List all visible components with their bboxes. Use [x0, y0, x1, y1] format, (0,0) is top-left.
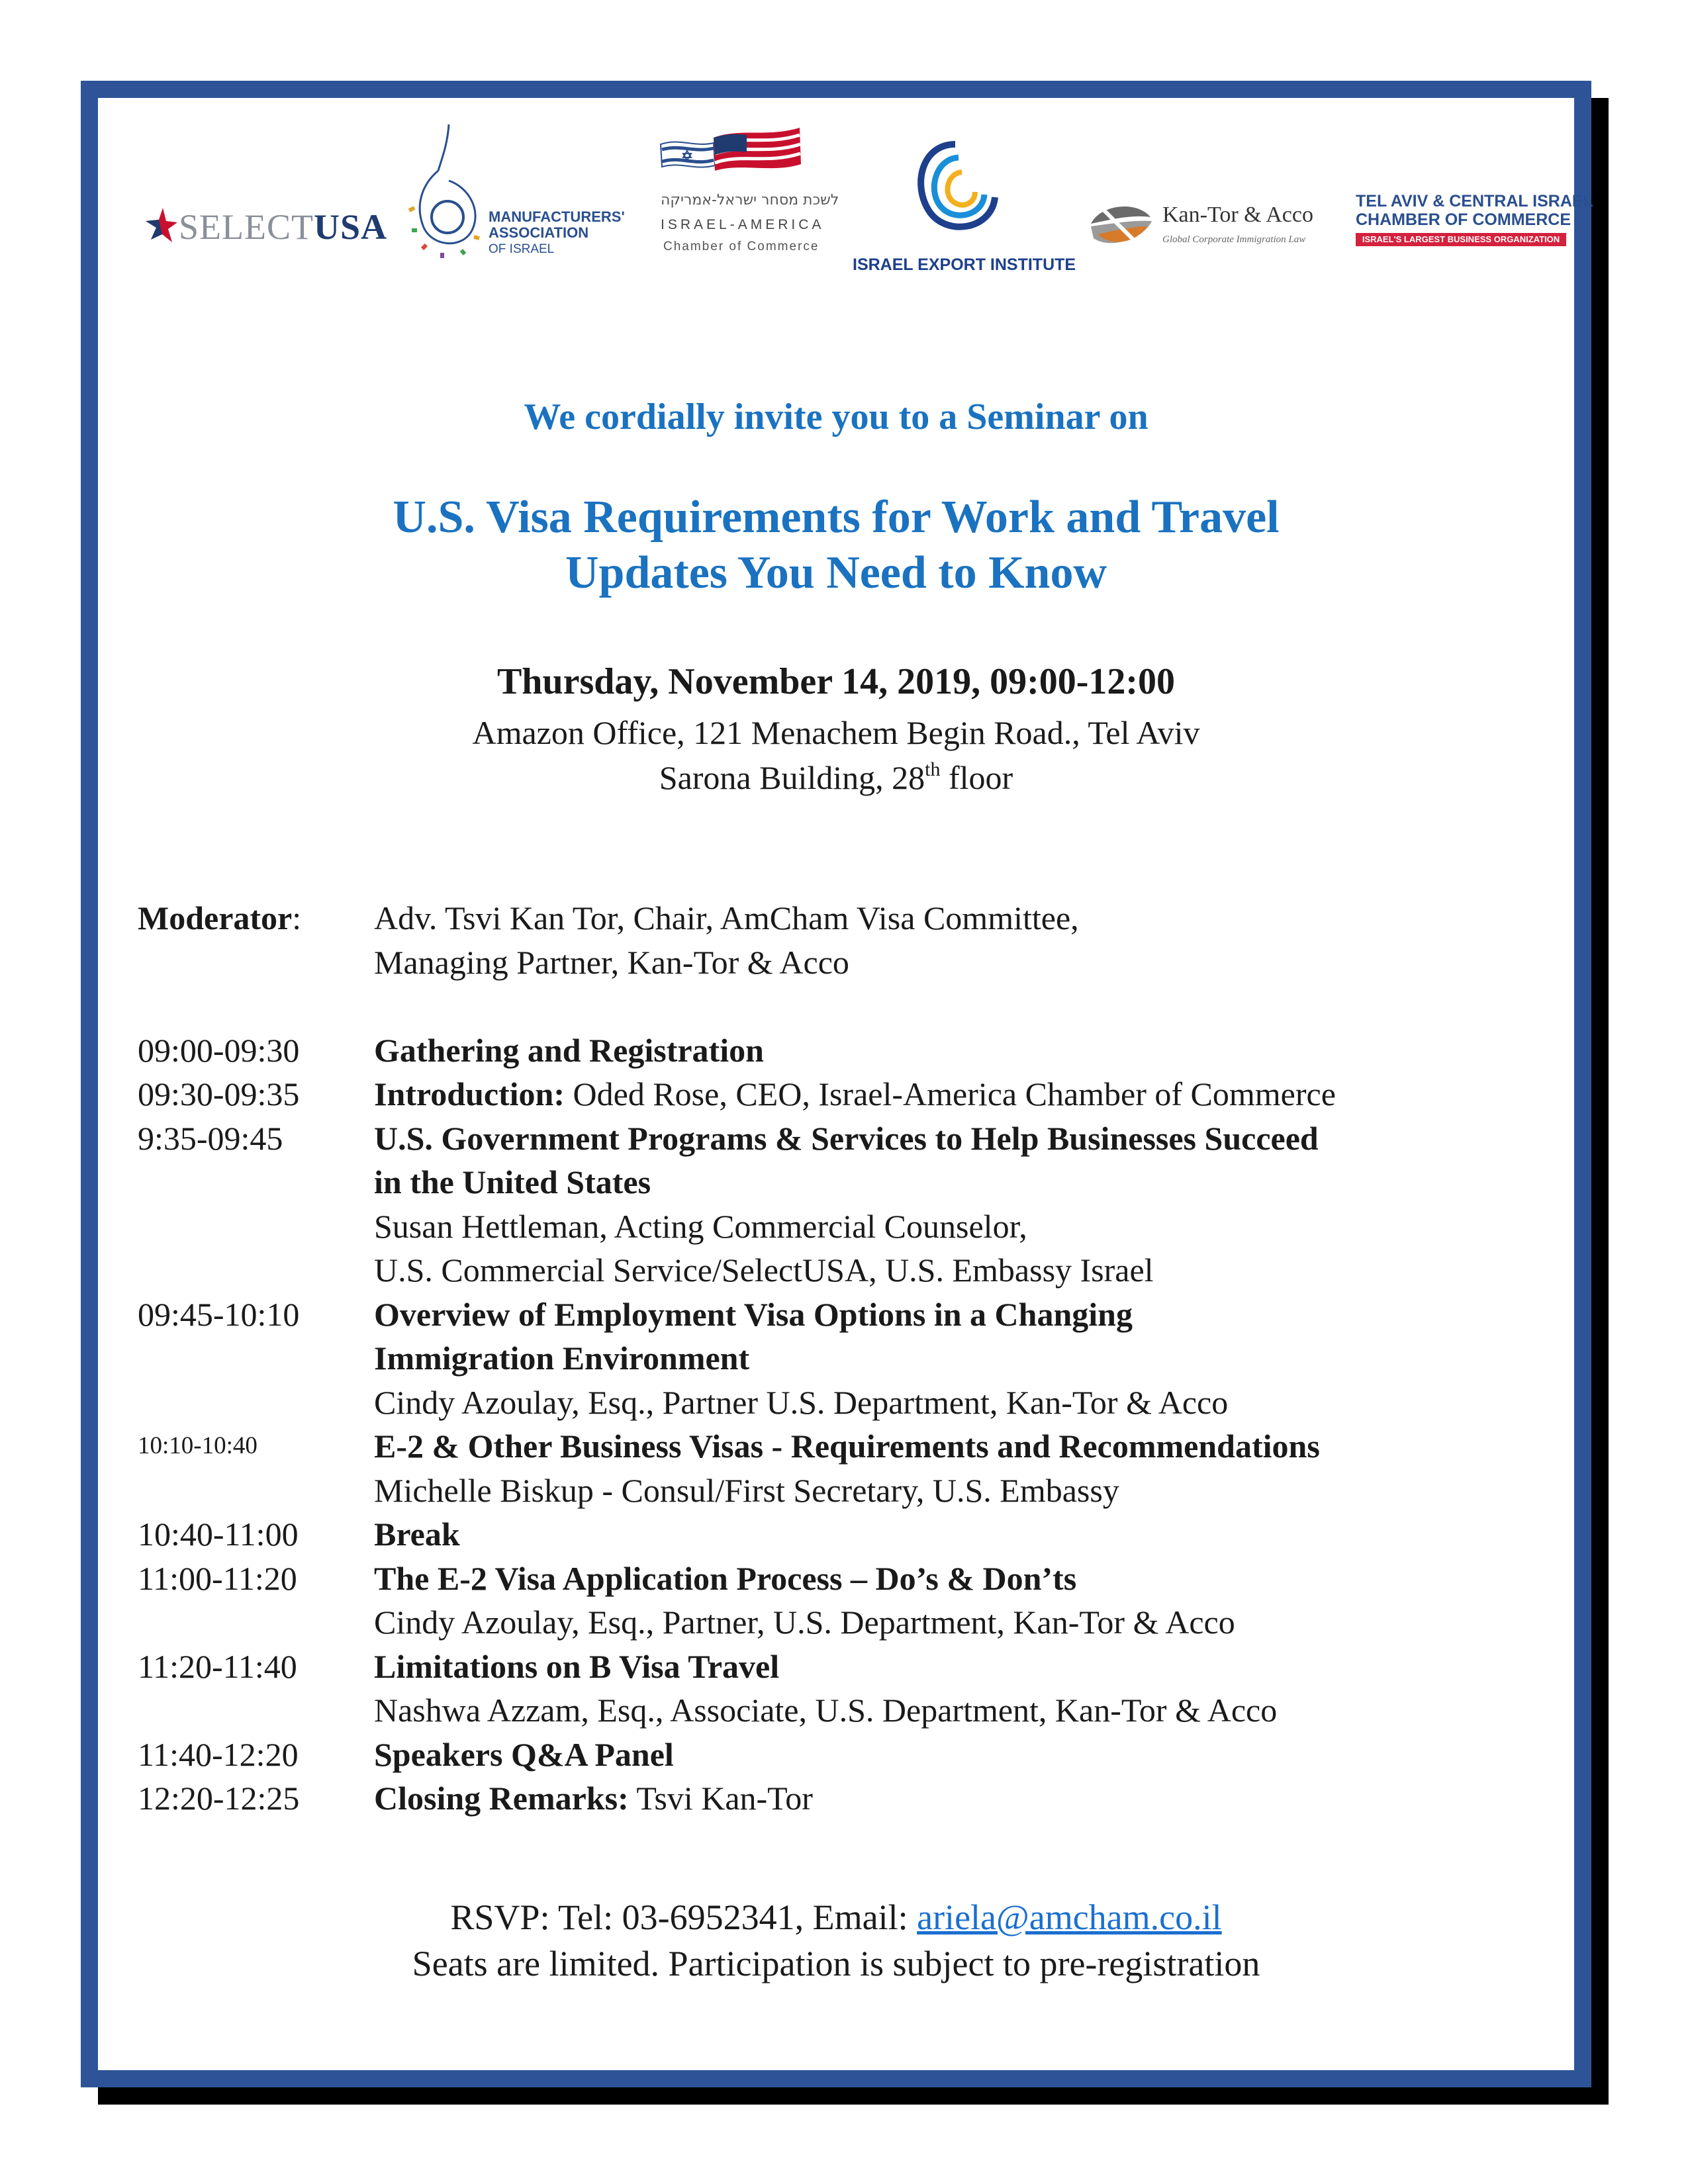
agenda-time: 10:10-10:40: [138, 1432, 258, 1459]
agenda-speaker: Cindy Azoulay, Esq., Partner U.S. Department, Kan-Tor & Acco: [374, 1383, 1229, 1421]
agenda-time: 09:00-09:30: [138, 1031, 300, 1069]
israel-america-chamber-logo: לשכת מסחר ישראל-אמריקה ISRAEL-AMERICA Chamber of Commerce: [647, 118, 820, 290]
rsvp-line: RSVP: Tel: 03-6952341, Email: ariela@amcham.co.il: [450, 1897, 1222, 1937]
agenda-title: U.S. Government Programs & Services to Help Businesses Succeed: [374, 1119, 1319, 1157]
tel-aviv-chamber-logo: TEL AVIV & CENTRAL ISRAEL CHAMBER OF COMMERCE ISRAEL'S LARGEST BUSINESS ORGANIZATION: [1356, 192, 1574, 258]
agenda-speaker: Cindy Azoulay, Esq., Partner, U.S. Department, Kan-Tor & Acco: [374, 1604, 1235, 1641]
agenda-title: Overview of Employment Visa Options in a Changing: [374, 1295, 1133, 1333]
manufacturers-association-logo: MANUFACTURERS' ASSOCIATION OF ISRAEL: [396, 118, 614, 290]
selectusa-logo: SELECTUSA: [144, 197, 383, 257]
agenda-item: [138, 1557, 1561, 1645]
agenda-time: 12:20-12:25: [138, 1780, 300, 1817]
moderator-row: [138, 896, 1561, 984]
agenda-title: Break: [374, 1516, 460, 1553]
agenda-time: 11:40-12:20: [138, 1735, 299, 1773]
invitation-frame: [81, 81, 1591, 2087]
agenda-title: The E-2 Visa Application Process – Do’s & Don’ts: [374, 1559, 1077, 1597]
event-date: Thursday, November 14, 2019, 09:00-12:00: [496, 661, 1176, 702]
agenda-title: in the United States: [374, 1163, 651, 1201]
agenda-title: E-2 & Other Business Visas - Requirements and Recommendations: [374, 1428, 1320, 1465]
agenda-speaker: Tsvi Kan-Tor: [628, 1780, 813, 1817]
event-building: Sarona Building, 28th floor: [659, 758, 1013, 796]
sponsor-logos: [98, 98, 1593, 310]
moderator-label: Moderator:: [138, 899, 302, 936]
agenda-item: [138, 1072, 1561, 1116]
agenda-time: 9:35-09:45: [138, 1119, 283, 1157]
moderator-name: Adv. Tsvi Kan Tor, Chair, AmCham Visa Committee,: [374, 899, 1079, 936]
agenda-title: Closing Remarks:: [374, 1780, 629, 1817]
agenda-item: [138, 1116, 1561, 1293]
agenda-title: Speakers Q&A Panel: [374, 1735, 674, 1773]
flags-icon: [654, 118, 813, 184]
agenda-item: [138, 1512, 1561, 1557]
moderator-title: Managing Partner, Kan-Tor & Acco: [374, 943, 849, 981]
agenda-speaker: Oded Rose, CEO, Israel-America Chamber of Commerce: [565, 1075, 1336, 1113]
rsvp-email-link[interactable]: ariela@amcham.co.il: [917, 1897, 1222, 1937]
agenda: [138, 896, 1561, 1821]
agenda-time: 09:30-09:35: [138, 1075, 300, 1113]
seminar-title: U.S. Visa Requirements for Work and Travel: [393, 492, 1280, 543]
agenda-item: [138, 1293, 1561, 1425]
agenda-time: 11:20-11:40: [138, 1647, 297, 1685]
agenda-item: [138, 1645, 1561, 1733]
agenda-speaker: U.S. Commercial Service/SelectUSA, U.S. Embassy Israel: [374, 1251, 1154, 1289]
agenda-speaker: Nashwa Azzam, Esq., Associate, U.S. Department, Kan-Tor & Acco: [374, 1692, 1278, 1729]
agenda-speaker: Michelle Biskup - Consul/First Secretary, U.S. Embassy: [374, 1471, 1119, 1509]
agenda-time: 11:00-11:20: [138, 1559, 297, 1597]
agenda-item: [138, 1776, 1561, 1821]
agenda-time: 09:45-10:10: [138, 1295, 300, 1333]
invite-line: We cordially invite you to a Seminar on: [524, 396, 1149, 437]
agenda-title: Introduction:: [374, 1075, 565, 1113]
agenda-title: Gathering and Registration: [374, 1031, 764, 1069]
seats-note: Seats are limited. Participation is subject to pre-registration: [412, 1944, 1260, 1983]
agenda-item: [138, 1733, 1561, 1777]
agenda-title: Immigration Environment: [374, 1340, 750, 1377]
event-address: Amazon Office, 121 Menachem Begin Road., Tel Aviv: [472, 714, 1200, 751]
israel-export-institute-logo: ISRAEL EXPORT INSTITUTE: [846, 138, 1071, 290]
agenda-title: Limitations on B Visa Travel: [374, 1647, 780, 1685]
seminar-subtitle: Updates You Need to Know: [565, 547, 1107, 598]
gear-drop-icon: [396, 118, 489, 277]
agenda-time: 10:40-11:00: [138, 1516, 299, 1553]
agenda-item: [138, 1424, 1561, 1512]
agenda-item: [138, 1028, 1561, 1073]
kantor-acco-logo: Kan-Tor & Acco Global Corporate Immigration Law: [1084, 197, 1336, 270]
agenda-speaker: Susan Hettleman, Acting Commercial Counselor,: [374, 1207, 1027, 1245]
swirl-icon: [909, 138, 1002, 244]
star-icon: [144, 205, 177, 245]
kantor-emblem-icon: [1084, 197, 1157, 257]
